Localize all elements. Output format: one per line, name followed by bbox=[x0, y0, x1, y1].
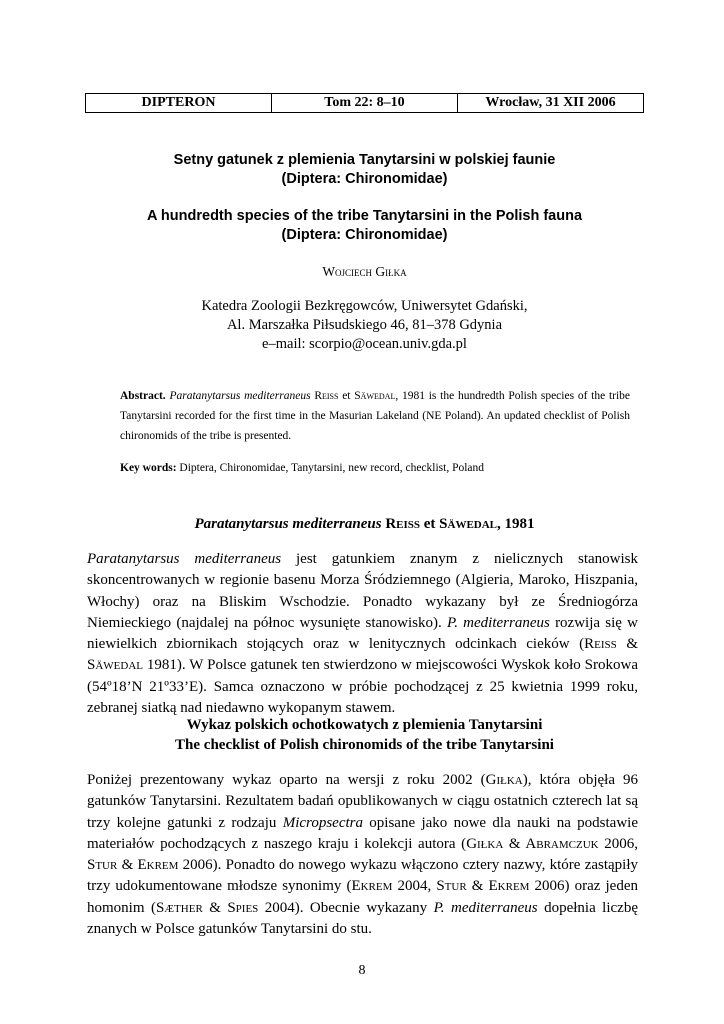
section-species-heading bbox=[85, 514, 644, 534]
p1-citation: Reiss & Säwedal bbox=[87, 636, 638, 674]
p2-text3: opisane jako nowe dla nauki na podstawie materiałów pochodzących z naszego kraju i kolekcji autora ( bbox=[87, 814, 638, 852]
p2-text2: ), która objęła 96 gatunków Tanytarsini. Rezultatem badań opublikowanych w ciągu ostatnich czterech lat są trzy kolejne gatunki z rodzaju bbox=[87, 772, 638, 831]
author-name: Wojciech Giłka bbox=[322, 264, 407, 279]
p1-species: Paratanytarsus mediterraneus bbox=[87, 551, 282, 567]
section-species-name: Paratanytarsus mediterraneus bbox=[194, 516, 382, 532]
p1-text3: 1981). W Polsce gatunek ten stwierdzono w miejscowości Wyskok koło Srokowa (54º18’N 21º33’E). Samca oznaczono w próbie pochodzącej z 25 kwietnia 1999 roku, zebranej siatką nad niedawno wykopanym stawem. bbox=[87, 657, 638, 717]
abstract-label: Abstract. bbox=[120, 390, 166, 402]
journal-place-date: Wrocław, 31 XII 2006 bbox=[485, 95, 616, 110]
p2-text1: Poniżej prezentowany wykaz oparto na wersji z roku 2002 ( bbox=[87, 772, 486, 788]
p2-cite6: Sæther & Spies bbox=[155, 899, 259, 916]
p2-cite1: Giłka bbox=[485, 772, 523, 788]
section-species-year: , 1981 bbox=[497, 516, 535, 532]
section-checklist-heading bbox=[85, 715, 644, 755]
abstract-text: , 1981 is the hundredth Polish species of the tribe Tanytarsini recorded for the first time in the Masurian Lakeland (NE Poland). An updated checklist of Polish chironomids of the tribe is presented. bbox=[120, 390, 631, 442]
title-polish bbox=[85, 151, 644, 189]
journal-name: DIPTERON bbox=[86, 94, 272, 112]
abstract-author1: Reiss bbox=[314, 390, 339, 402]
p2-text7: 2006) oraz jeden homonim ( bbox=[87, 878, 638, 916]
p2-text5: 2006). Ponadto do nowego wykazu włączono cztery nazwy, które zastąpiły trzy udokumentowane młodsze synonimy ( bbox=[87, 857, 639, 895]
abstract-species: Paratanytarsus mediterraneus bbox=[169, 390, 311, 402]
journal-header-table bbox=[85, 93, 644, 113]
p2-text9: dopełnia liczbę znanych w Polsce gatunków Tanytarsini do stu. bbox=[87, 899, 638, 938]
journal-volume: Tom 22: 8–10 bbox=[272, 94, 458, 112]
p2-species-short: P. mediterraneus bbox=[433, 899, 538, 916]
p2-cite2: Giłka & Abramczuk bbox=[466, 835, 599, 852]
section-species-auth2: Säwedal bbox=[439, 516, 498, 532]
affiliation-email: e–mail: scorpio@ocean.univ.gda.pl bbox=[262, 336, 467, 352]
p2-cite4: Ekrem bbox=[351, 878, 393, 895]
title-polish-line1: Setny gatunek z plemienia Tanytarsini w polskiej faunie bbox=[173, 152, 556, 168]
title-english-line2: (Diptera: Chironomidae) bbox=[281, 227, 448, 243]
p2-text6: 2004, bbox=[392, 878, 437, 895]
section-checklist-line1: Wykaz polskich ochotkowatych z plemienia Tanytarsini bbox=[186, 717, 543, 733]
p2-cite3: Stur & Ekrem bbox=[87, 857, 179, 874]
p1-text1: jest gatunkiem znanym z nielicznych stanowisk skoncentrowanych w regionie basenu Morza Śródziemnego (Algieria, Maroko, Hiszpania, Włochy) oraz na Bliskim Wschodzie. Ponadto wykazany był ze Średniogórza Niemieckiego (najdalej na północ wysunięte stanowisko). bbox=[87, 551, 638, 631]
p2-cite5: Stur & Ekrem bbox=[436, 878, 530, 895]
p2-text4: 2006, bbox=[598, 835, 639, 852]
abstract-author2: Säwedal bbox=[354, 390, 396, 402]
page-number: 8 bbox=[358, 963, 366, 978]
p1-species-short: P. mediterraneus bbox=[446, 614, 550, 631]
p1-text2: rozwija się w niewielkich zbiornikach stojących oraz w lenitycznych odcinkach cieków ( bbox=[87, 614, 638, 653]
paragraph-species bbox=[87, 549, 638, 719]
section-checklist-line2: The checklist of Polish chironomids of the tribe Tanytarsini bbox=[175, 737, 554, 753]
title-polish-line2: (Diptera: Chironomidae) bbox=[281, 171, 448, 187]
affiliation-line1: Katedra Zoologii Bezkręgowców, Uniwersytet Gdański, bbox=[201, 298, 528, 314]
keywords-label: Key words: bbox=[120, 462, 177, 474]
keywords-text: Diptera, Chironomidae, Tanytarsini, new record, checklist, Poland bbox=[179, 462, 485, 474]
title-english bbox=[85, 207, 644, 245]
p2-text8: 2004). Obecnie wykazany bbox=[258, 899, 434, 916]
title-english-line1: A hundredth species of the tribe Tanytarsini in the Polish fauna bbox=[146, 208, 583, 224]
p2-genus: Micropsectra bbox=[282, 814, 363, 831]
affiliation bbox=[85, 297, 644, 354]
affiliation-line2: Al. Marszałka Piłsudskiego 46, 81–378 Gdynia bbox=[226, 317, 503, 333]
paragraph-checklist bbox=[87, 770, 638, 940]
abstract-et: et bbox=[342, 390, 351, 402]
section-species-et: et bbox=[423, 516, 436, 532]
keywords bbox=[120, 458, 630, 478]
section-species-auth1: Reiss bbox=[385, 516, 421, 532]
abstract bbox=[120, 386, 630, 446]
